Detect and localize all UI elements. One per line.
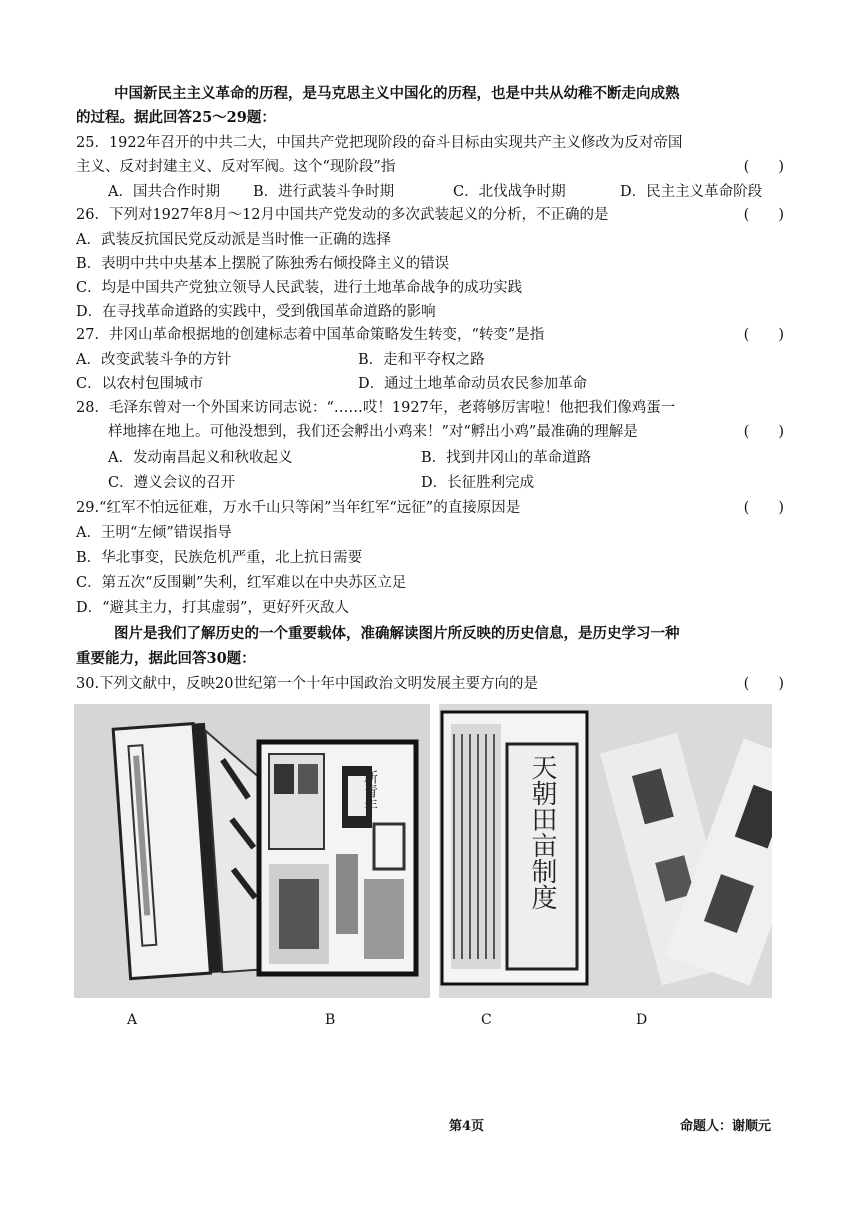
- q25-option-b: B．进行武装斗争时期: [253, 184, 395, 200]
- caption-d: D: [636, 1012, 648, 1028]
- q28-option-a: A．发动南昌起义和秋收起义: [108, 450, 293, 466]
- q28-option-d: D．长征胜利完成: [421, 475, 535, 491]
- caption-b: B: [325, 1012, 336, 1028]
- page-number: 第4页: [449, 1119, 485, 1134]
- q29-option-b: B．华北事变，民族危机严重，北上抗日需要: [76, 550, 363, 566]
- q25-answer-paren: ( ): [743, 159, 784, 175]
- q25-stem-2-text: 主义、反对封建主义、反对军阀。这个“现阶段”指: [76, 159, 396, 175]
- intro-line-1: 中国新民主主义革命的历程，是马克思主义中国化的历程，也是中共从幼稚不断走向成熟: [114, 85, 680, 102]
- intro2-line-1: 图片是我们了解历史的一个重要载体，准确解读图片所反映的历史信息，是历史学习一种: [114, 625, 680, 642]
- photo-b-title: 新青年: [362, 770, 378, 812]
- q26-option-a: A．武装反抗国民党反动派是当时惟一正确的选择: [76, 232, 391, 248]
- intro2-line-2: 重要能力，据此回答30题：: [76, 650, 256, 667]
- document-photo-ab: [74, 704, 430, 998]
- q28-options-row-1: [76, 446, 784, 470]
- q28-stem-2-text: 样地摔在地上。可他没想到，我们还会孵出小鸡来！”对“孵出小鸡”最准确的理解是: [108, 424, 638, 440]
- q25-option-a: A．国共合作时期: [108, 184, 220, 200]
- q29-stem: [76, 496, 784, 520]
- q30-stem-text: 30.下列文献中，反映20世纪第一个十年中国政治文明发展主要方向的是: [76, 676, 539, 692]
- q28-option-b: B．找到井冈山的革命道路: [421, 450, 592, 466]
- q28-option-c: C．遵义会议的召开: [108, 475, 236, 491]
- q29-answer-paren: ( ): [743, 500, 784, 516]
- q30-stem: [76, 672, 784, 696]
- q27-option-c: C．以农村包围城市: [76, 376, 204, 392]
- q29-stem-text: 29.“红军不怕远征难，万水千山只等闲”当年红军“远征”的直接原因是: [76, 500, 521, 516]
- q28-stem-1: 28．毛泽东曾对一个外国来访同志说：“……哎！1927年，老蒋够厉害啦！他把我们像鸡蛋一: [76, 400, 676, 416]
- q29-option-c: C．第五次“反围剿”失利，红军难以在中央苏区立足: [76, 575, 407, 591]
- q25-option-d: D．民主主义革命阶段: [620, 184, 763, 200]
- intro-line-2: 的过程。据此回答25～29题：: [76, 109, 276, 126]
- q27-answer-paren: ( ): [743, 327, 784, 343]
- q25-stem-1: 25．1922年召开的中共二大，中国共产党把现阶段的奋斗目标由实现共产主义修改为反对帝国: [76, 135, 683, 151]
- q25-stem-2: [76, 155, 784, 179]
- q25-options: [76, 180, 784, 204]
- q27-option-d: D．通过土地革命动员农民参加革命: [358, 376, 588, 392]
- author: 命题人：谢顺元: [680, 1119, 772, 1134]
- q30-answer-paren: ( ): [743, 676, 784, 692]
- document-photo-cd: [439, 704, 772, 998]
- q26-option-d: D．在寻找革命道路的实践中，受到俄国革命道路的影响: [76, 304, 436, 320]
- caption-a: A: [127, 1012, 138, 1028]
- q26-option-b: B．表明中共中央基本上摆脱了陈独秀右倾投降主义的错误: [76, 256, 450, 272]
- q27-stem-text: 27．井冈山革命根据地的创建标志着中国革命策略发生转变，“转变”是指: [76, 327, 545, 343]
- q27-option-b: B．走和平夺权之路: [358, 352, 485, 368]
- q26-answer-paren: ( ): [743, 207, 784, 223]
- q26-stem-text: 26．下列对1927年8月～12月中国共产党发动的多次武装起义的分析，不正确的是: [76, 207, 609, 223]
- q25-option-c: C．北伐战争时期: [453, 184, 566, 200]
- q27-stem: [76, 323, 784, 347]
- q27-option-a: A．改变武装斗争的方针: [76, 352, 232, 368]
- q28-answer-paren: ( ): [743, 424, 784, 440]
- q27-options-row-2: [76, 372, 784, 396]
- photo-c-title: 天朝田亩制度: [527, 754, 557, 910]
- q29-option-d: D．“避其主力，打其虚弱”，更好歼灭敌人: [76, 600, 349, 616]
- q29-option-a: A．王明“左倾”错误指导: [76, 525, 232, 541]
- q27-options-row-1: [76, 348, 784, 372]
- caption-c: C: [481, 1012, 492, 1028]
- q28-stem-2: [76, 420, 784, 444]
- q26-stem: [76, 203, 784, 227]
- q28-options-row-2: [76, 471, 784, 495]
- q26-option-c: C．均是中国共产党独立领导人民武装，进行土地革命战争的成功实践: [76, 280, 523, 296]
